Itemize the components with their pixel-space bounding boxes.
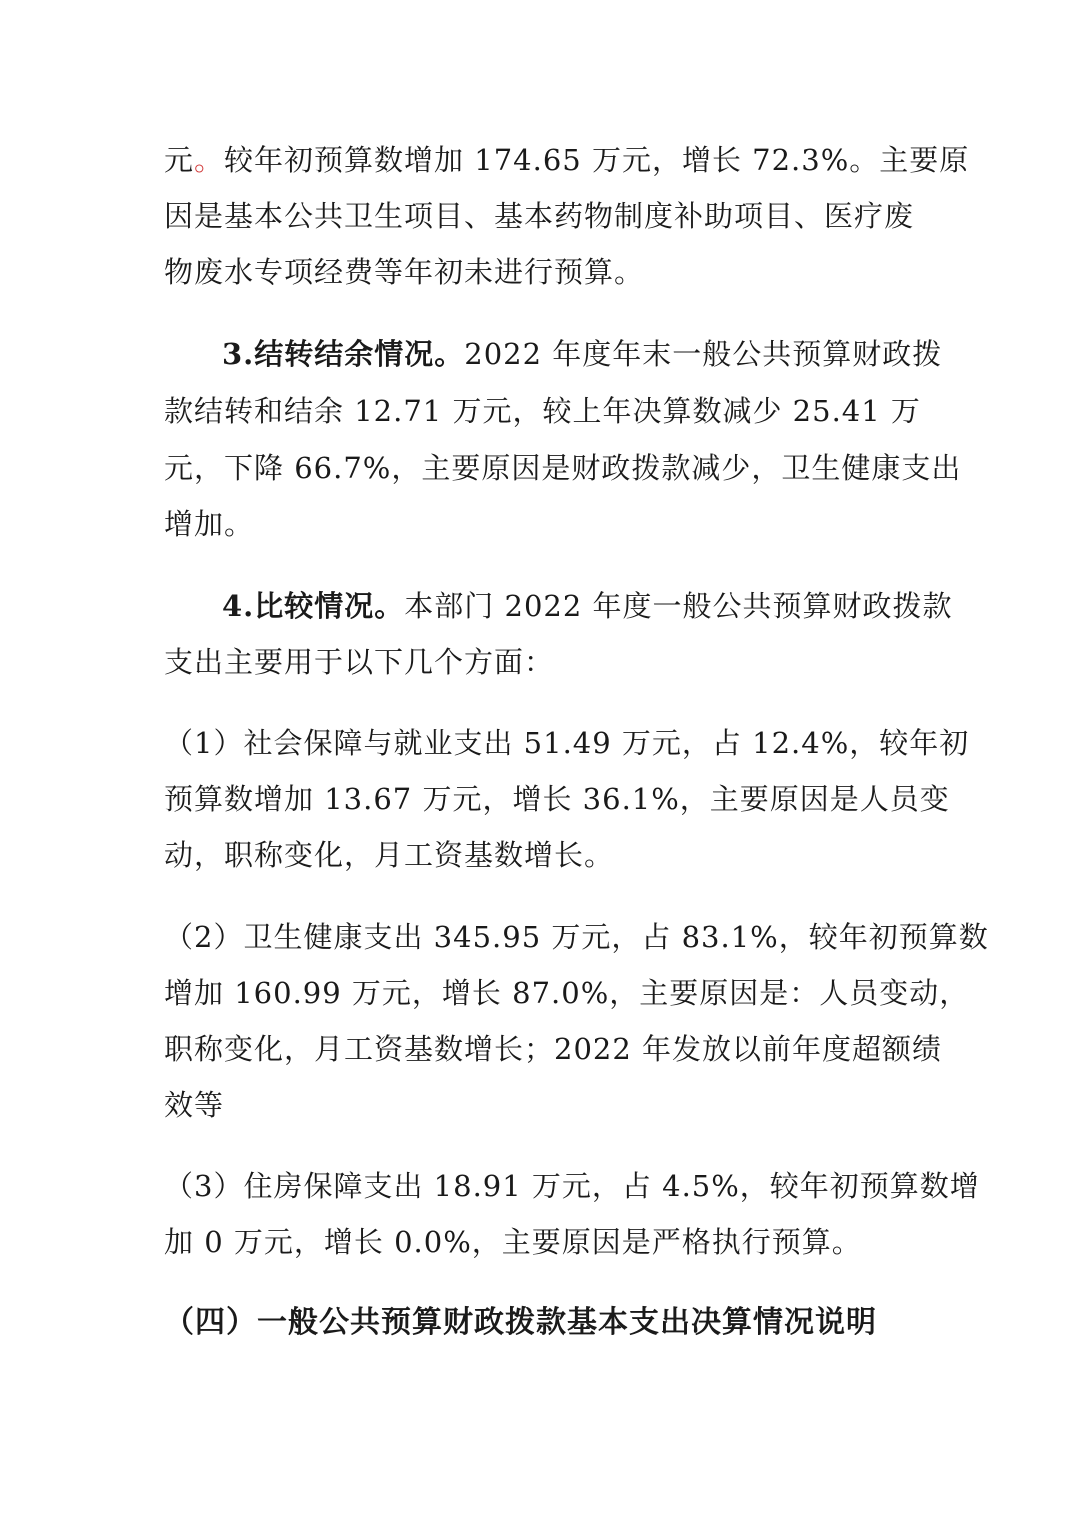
paragraph-2-line-1	[222, 334, 982, 374]
paragraph-6-line-2: 加 0 万元，增长 0.0%，主要原因是严格执行预算。	[164, 1225, 862, 1259]
paragraph-2-line-4: 增加。	[164, 507, 255, 541]
paragraph-2-line-3: 元，下降 66.7%，主要原因是财政拨款减少，卫生健康支出	[164, 451, 962, 485]
paragraph-5-line-4: 效等	[164, 1088, 225, 1122]
paragraph-4-line-3: 动，职称变化，月工资基数增长。	[164, 838, 615, 872]
text-segment: 本部门 2022 年度一般公共预算财政拨款	[404, 589, 953, 623]
paragraph-5-line-3: 职称变化，月工资基数增长；2022 年发放以前年度超额绩	[164, 1032, 943, 1066]
section-label: 4.比较情况。	[222, 589, 405, 623]
section-label: 3.结转结余情况。	[222, 337, 465, 371]
section-heading-4: （四）一般公共预算财政拨款基本支出决算情况说明	[164, 1305, 877, 1340]
paragraph-6-line-1: （3）住房保障支出 18.91 万元，占 4.5%，较年初预算数增	[164, 1169, 980, 1203]
paragraph-1-line-1	[164, 140, 970, 180]
text-segment: 元	[164, 143, 195, 177]
paragraph-2-line-2: 款结转和结余 12.71 万元，较上年决算数减少 25.41 万	[164, 394, 921, 428]
paragraph-3-line-2: 支出主要用于以下几个方面：	[164, 645, 555, 679]
paragraph-4-line-1: （1）社会保障与就业支出 51.49 万元，占 12.4%，较年初	[164, 726, 970, 760]
paragraph-5-line-2: 增加 160.99 万元，增长 87.0%，主要原因是：人员变动，	[164, 976, 970, 1010]
text-segment: 较年初预算数增加 174.65 万元，增长 72.3%。主要原	[224, 143, 970, 177]
paragraph-5-line-1: （2）卫生健康支出 345.95 万元，占 83.1%，较年初预算数	[164, 920, 989, 954]
paragraph-1-line-3: 物废水专项经费等年初未进行预算。	[164, 255, 645, 289]
red-period-mark: 。	[194, 143, 225, 177]
paragraph-3-line-1	[222, 586, 982, 626]
text-segment: 2022 年度年末一般公共预算财政拨	[464, 337, 943, 371]
paragraph-1-line-2: 因是基本公共卫生项目、基本药物制度补助项目、医疗废	[164, 199, 915, 233]
paragraph-4-line-2: 预算数增加 13.67 万元，增长 36.1%，主要原因是人员变	[164, 782, 950, 816]
